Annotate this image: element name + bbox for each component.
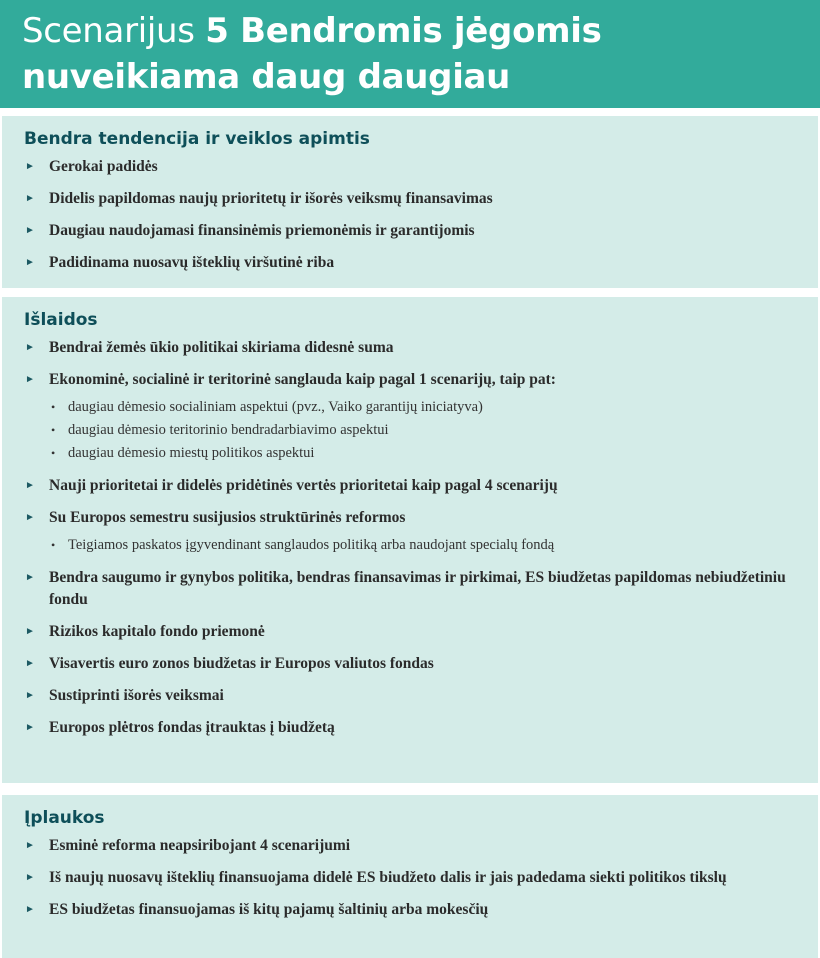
list-item-text: Nauji prioritetai ir didelės pridėtinės vertės prioritetai kaip pagal 4 scenarijų	[49, 477, 558, 494]
list-item	[24, 835, 800, 857]
list-item-text: Rizikos kapitalo fondo priemonė	[49, 623, 265, 640]
list-item-text: Iš naujų nuosavų išteklių finansuojama didelė ES biudžeto dalis ir jais padedama siekti politikos tikslų	[49, 869, 727, 886]
list-item	[24, 653, 800, 675]
sub-list-item	[49, 443, 800, 463]
list-item	[24, 220, 800, 242]
arrow-bullet-icon: ►	[25, 904, 35, 915]
sub-list-item-text: Teigiamos paskatos įgyvendinant sanglaudos politiką arba naudojant specialų fondą	[68, 537, 555, 553]
sub-list	[49, 397, 800, 463]
list-item-text: Ekonominė, socialinė ir teritorinė sanglauda kaip pagal 1 scenarijų, taip pat:	[49, 371, 556, 388]
list-item	[24, 567, 800, 611]
scenario-title: 5 Bendromis jėgomis	[205, 11, 602, 51]
list-item	[24, 507, 800, 555]
section-title: Išlaidos	[24, 310, 98, 330]
arrow-bullet-icon: ►	[25, 690, 35, 701]
item-list	[24, 337, 800, 739]
list-item	[24, 717, 800, 739]
scenario-prefix: Scenarijus	[22, 11, 206, 51]
arrow-bullet-icon: ►	[25, 658, 35, 669]
section-title: Bendra tendencija ir veiklos apimtis	[24, 129, 370, 149]
arrow-bullet-icon: ►	[25, 257, 35, 268]
list-item	[24, 156, 800, 178]
scenario-title-line	[22, 8, 820, 54]
arrow-bullet-icon: ►	[25, 193, 35, 204]
list-item-text: Padidinama nuosavų išteklių viršutinė riba	[49, 254, 335, 271]
list-item	[24, 252, 800, 274]
sub-list-item	[49, 535, 800, 555]
arrow-bullet-icon: ►	[25, 872, 35, 883]
section-title: Įplaukos	[24, 808, 105, 828]
list-item-text: Visavertis euro zonos biudžetas ir Europos valiutos fondas	[49, 655, 434, 672]
arrow-bullet-icon: ►	[25, 572, 35, 583]
list-item-text: ES biudžetas finansuojamas iš kitų pajamų šaltinių arba mokesčių	[49, 901, 489, 918]
list-item	[24, 621, 800, 643]
sub-list-item-text: daugiau dėmesio teritorinio bendradarbiavimo aspektui	[68, 422, 389, 438]
sub-list-item	[49, 397, 800, 417]
dot-bullet-icon: •	[51, 400, 56, 414]
list-item	[24, 337, 800, 359]
list-item	[24, 899, 800, 921]
arrow-bullet-icon: ►	[25, 840, 35, 851]
list-item	[24, 867, 800, 889]
arrow-bullet-icon: ►	[25, 374, 35, 385]
list-item-text: Daugiau naudojamasi finansinėmis priemonėmis ir garantijomis	[49, 222, 475, 239]
sub-list-item-text: daugiau dėmesio miestų politikos aspektui	[68, 445, 315, 461]
dot-bullet-icon: •	[51, 538, 56, 552]
section-general	[2, 116, 818, 288]
item-list	[24, 156, 800, 274]
arrow-bullet-icon: ►	[25, 626, 35, 637]
arrow-bullet-icon: ►	[25, 342, 35, 353]
list-item	[24, 685, 800, 707]
list-item-text: Gerokai padidės	[49, 158, 158, 175]
list-item	[24, 369, 800, 463]
scenario-header	[0, 0, 820, 108]
sub-list-item	[49, 420, 800, 440]
list-item	[24, 475, 800, 497]
list-item-text: Su Europos semestru susijusios struktūrinės reformos	[49, 509, 406, 526]
section-revenue	[2, 795, 818, 958]
list-item	[24, 188, 800, 210]
sub-list-item-text: daugiau dėmesio socialiniam aspektui (pvz., Vaiko garantijų iniciatyva)	[68, 399, 483, 415]
dot-bullet-icon: •	[51, 446, 56, 460]
section-expenditure	[2, 297, 818, 783]
arrow-bullet-icon: ►	[25, 225, 35, 236]
list-item-text: Europos plėtros fondas įtrauktas į biudžetą	[49, 719, 335, 736]
list-item-text: Didelis papildomas naujų prioritetų ir išorės veiksmų finansavimas	[49, 190, 493, 207]
list-item-text: Bendrai žemės ūkio politikai skiriama didesnė suma	[49, 339, 394, 356]
list-item-text: Sustiprinti išorės veiksmai	[49, 687, 224, 704]
arrow-bullet-icon: ►	[25, 480, 35, 491]
arrow-bullet-icon: ►	[25, 161, 35, 172]
sub-list	[49, 535, 800, 555]
arrow-bullet-icon: ►	[25, 512, 35, 523]
list-item-text: Bendra saugumo ir gynybos politika, bendras finansavimas ir pirkimai, ES biudžetas papildomas nebiudžetiniu fondu	[49, 569, 786, 608]
list-item-text: Esminė reforma neapsiribojant 4 scenarijumi	[49, 837, 351, 854]
item-list	[24, 835, 800, 921]
arrow-bullet-icon: ►	[25, 722, 35, 733]
scenario-subtitle: nuveikiama daug daugiau	[22, 57, 511, 97]
dot-bullet-icon: •	[51, 423, 56, 437]
